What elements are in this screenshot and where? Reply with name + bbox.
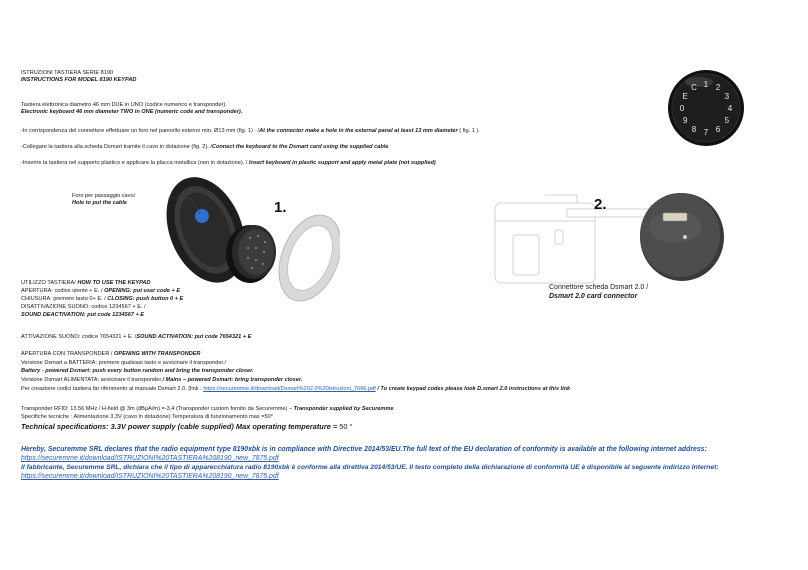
transponder-mains-it: Versione Dsmart ALIMENTATA: avvicinare il transponder. [21,377,163,383]
declaration-en-link[interactable]: https://securemme.it/download/ISTRUZIONI%20TASTIERA%208190_new_7875.pdf [21,455,279,462]
spec-tech-en: Technical specifications: 3.3V power supply (cable supplied) Max operating temperature = [21,422,340,431]
usage-open-it: APERTURA: codice utente + E. / [21,288,105,294]
keypad-cylinder [226,225,276,283]
figure1-label-en: Hole to put the cable [72,200,128,206]
figure2-number: 2. [594,196,607,213]
transponder-codes-en: / To create keypad codes please look D.smart 2.0 instructions at this link [375,386,571,392]
usage-heading-it: UTILIZZO TASTIERA/ [21,280,76,286]
usage-heading [21,280,151,287]
title-it: ISTRUZIONI TASTIERA SERIE 8190 [21,70,114,76]
instruction-hole [21,128,480,135]
usage-sound-off-en: SOUND DEACTIVATION: put code 1234567 + E [21,312,145,318]
transponder-mains [21,377,302,384]
usage-sound-off-it: DISATTIVAZIONE SUONO: codice 1234567 + E. / [21,304,146,310]
usage-close-en: CLOSING: push button 0 + E [107,296,184,302]
keypad-key-3: 3 [724,92,730,101]
spec-rfid-en: Transponder supplied by Securemme [293,406,394,412]
figure1-label-it: Foro per passaggio cavo/ [72,193,136,199]
figure2-caption-it: Connettore scheda Dsmart 2.0 / [549,284,649,291]
intro-line-it: Tastiera elettronica diametro 46 mm DUE in UNO (codice numerico e transponder). [21,102,227,108]
usage-sound-on [21,334,251,341]
dsmart-manual-link[interactable]: https://securemme.it/download/Dsmart%202.0%20istruzioni_7666.pdf [203,386,376,392]
spec-tech-en-line [21,422,352,431]
declaration-it-link[interactable]: https://securemme.it/download/ISTRUZIONI%20TASTIERA%208190_new_7875.pdf [21,473,279,480]
usage-sound-on-it: ATTIVAZIONE SUONO: codice 7654321 + E. / [21,334,137,340]
declaration-en: Hereby, Securemme SRL declares that the radio equipment type 8190xbk is in compliance with Directive 2014/53/EU.The full text of the EU declaration of conformity is available at the following internet address: [21,446,707,453]
usage-close-it: CHIUSURA: premere tasto 0+ E. / [21,296,108,302]
transponder-heading-it: APERTURA CON TRANSPONDER / [21,351,113,357]
connector-socket [663,213,687,221]
spec-rfid [21,406,394,413]
insert-en: Insert keyboard in plastic support and apply metal plate (not supplied) [248,160,436,166]
intro-line-en: Electronic keyboard 46 mm diameter TWO in ONE (numeric code and transponder). [21,109,243,115]
transponder-codes-it: Per creazione codici tastiera far riferimento al manuale Dsmart 2.0. (link : [21,386,204,392]
spec-tech-en-value: 50 ° [339,422,353,431]
keypad-key-5: 5 [724,116,730,125]
transponder-battery-en: Battery - powered Dsmart: push every button random and bring the transponder closer. [21,368,254,374]
transponder-mains-en: / Mains – powered Dsmart: bring transponder closer. [162,377,303,383]
hole-it: -In corrispondenza del connettore effettuare un foro nel pannello esterno min. Ø13 mm (fig. 1) . / [21,128,260,134]
instruction-connect [21,144,388,151]
spec-tech-it: Specifiche tecniche : Alimentazione 3.3V (cavo in dotazione) Temperatura di funzionamento max =50° [21,414,273,420]
hole-en: At the connector make a hole in the external panel at least 13 mm diameter [259,128,458,134]
transponder-battery-it: Versione Dsmart a BATTERIA: premere qualsiasi tasto e avvicinare il transponder./ [21,360,227,366]
cable-hole [195,209,209,223]
title-en: INSTRUCTIONS FOR MODEL 8190 KEYPAD [21,77,137,83]
instruction-insert [21,160,436,167]
transponder-heading [21,351,200,358]
keypad-key-7: 7 [703,128,709,137]
keypad-key-2: 2 [715,83,721,93]
declaration-it: Il fabbricante, Securemme SRL, dichiara che il tipo di apparecchiatura radio 8190xbk è conforme alla direttiva 2014/53/UE. Il testo completo della dichiarazione di conformità UE è disponibile al seguente indirizzo Internet: [21,464,719,471]
usage-open [21,288,180,295]
metal-plate [267,206,340,310]
keypad-key-0: 0 [679,104,685,113]
keypad-key-E: E [682,92,688,101]
keypad-front-view [664,64,748,154]
usage-sound-on-en: SOUND ACTIVATION: put code 7654321 + E [136,334,252,340]
figure1-number: 1. [274,199,287,216]
keypad-key-9: 9 [682,116,688,125]
usage-open-en: OPENING: put user code + E [104,288,181,294]
usage-close [21,296,183,303]
connect-it: -Collegare la tastiera alla scheda Dsmart tramite il cavo in dotazione (fig. 2). / [21,144,212,150]
keypad-key-8: 8 [691,124,697,134]
transponder-heading-en: OPENING WITH TRANSPONDER [112,351,201,357]
figure2-caption-en: Dsmart 2.0 card connector [549,293,638,300]
keypad-key-C: C [691,83,697,93]
transponder-codes [21,386,570,393]
insert-it: -Inserire la tastiera nel supporto plastico e applicare la placca metallica (non in dotazione). / [21,160,249,166]
hole-en-suffix: ( fig. 1 ). [457,128,480,134]
keypad-key-1: 1 [703,80,709,89]
spec-rfid-it: Transponder RFID: 13.56 MHz / H-field @ 3m (dBμA/m) =-3,4 (Transponder custom fornito da Securemme) – [21,406,294,412]
usage-heading-en: HOW TO USE THE KEYPAD [75,280,151,286]
keypad-key-4: 4 [727,104,733,113]
keypad-key-6: 6 [715,124,721,134]
keypad-back-disc [640,193,724,281]
connect-en: Connect the keyboard to the Dsmart card using the supplied cable [211,144,389,150]
